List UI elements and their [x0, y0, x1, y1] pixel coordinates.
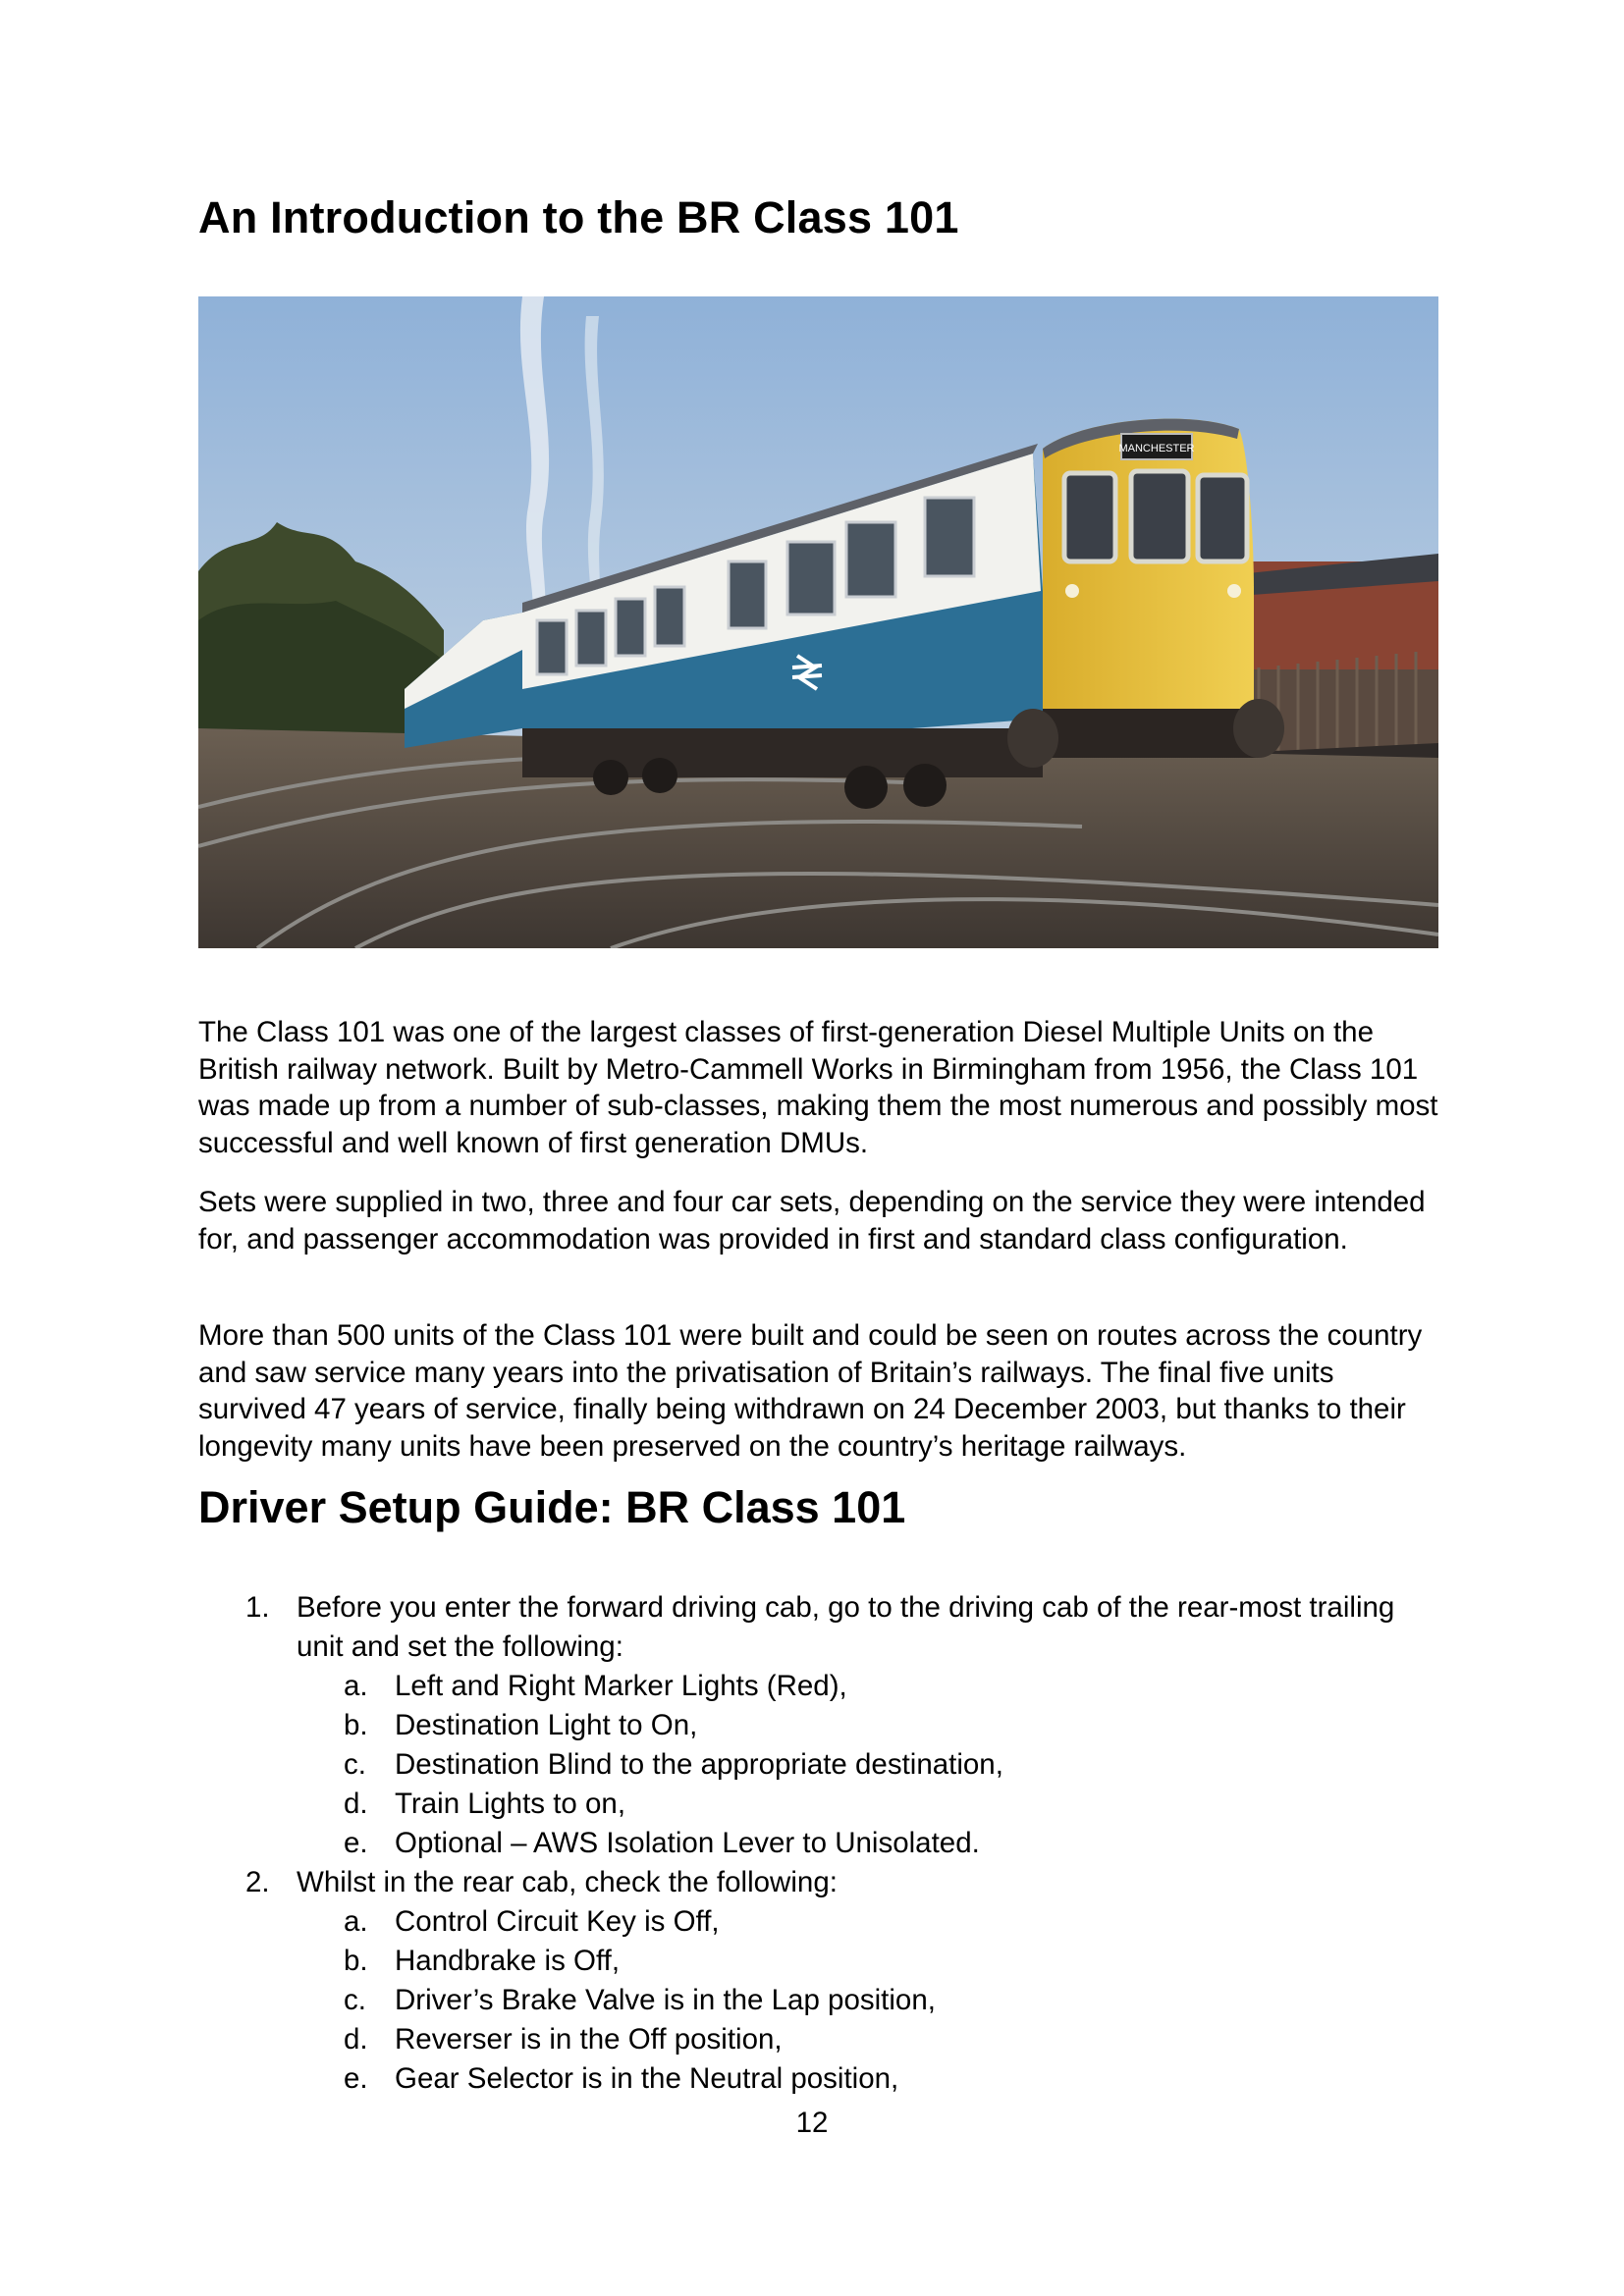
- substep-item: [198, 1667, 1445, 1706]
- train-photo: [198, 296, 1438, 948]
- substep-letter: c.: [344, 1984, 366, 2016]
- substep-text: Driver’s Brake Valve is in the Lap position,: [395, 1984, 936, 2016]
- intro-paragraph-1: The Class 101 was one of the largest classes of first-generation Diesel Multiple Units on the British railway network. Built by Metro-Cammell Works in Birmingham from 1956, the Class 101 was made up from a number of sub-classes, making them the most numerous and possibly most successful and well known of first generation DMUs.: [198, 1016, 1438, 1159]
- step-text: Whilst in the rear cab, check the following:: [297, 1866, 838, 1898]
- step-number: 2.: [245, 1866, 270, 1898]
- substep-text: Train Lights to on,: [395, 1788, 626, 1820]
- substep-text: Control Circuit Key is Off,: [395, 1905, 720, 1938]
- step-item: [198, 1588, 1445, 1667]
- substep-letter: e.: [344, 1827, 368, 1859]
- substep-item: [198, 1745, 1445, 1785]
- step-item: [198, 1863, 1445, 1902]
- substep-item: [198, 1824, 1445, 1863]
- intro-paragraph-3: More than 500 units of the Class 101 were built and could be seen on routes across the country and saw service many years into the privatisation of Britain’s railways. The final five units survived 47 years of service, finally being withdrawn on 24 December 2003, but thanks to their longevity many units have been preserved on the country’s heritage railways.: [198, 1319, 1423, 1463]
- substep-text: Left and Right Marker Lights (Red),: [395, 1670, 847, 1702]
- substep-item: [198, 1942, 1445, 1981]
- substep-item: [198, 2059, 1445, 2099]
- substep-letter: d.: [344, 1788, 368, 1820]
- substep-item: [198, 1785, 1445, 1824]
- page-number: 12: [795, 2107, 829, 2139]
- intro-paragraph-2: Sets were supplied in two, three and four car sets, depending on the service they were intended for, and passenger accommodation was provided in first and standard class configuration.: [198, 1186, 1426, 1255]
- page-title: An Introduction to the BR Class 101: [198, 192, 959, 242]
- substep-letter: e.: [344, 2062, 368, 2095]
- substep-letter: a.: [344, 1670, 368, 1702]
- substep-letter: b.: [344, 1709, 368, 1741]
- step-number: 1.: [245, 1591, 270, 1624]
- step-text: Before you enter the forward driving cab, go to the driving cab of the rear-most trailing unit and set the following:: [297, 1591, 1395, 1663]
- substep-item: [198, 2020, 1445, 2059]
- substep-letter: c.: [344, 1748, 366, 1781]
- destination-blind-text: MANCHESTER: [1118, 443, 1195, 454]
- substep-text: Reverser is in the Off position,: [395, 2023, 783, 2056]
- substep-text: Destination Blind to the appropriate destination,: [395, 1748, 1003, 1781]
- setup-steps-list: [198, 1588, 1445, 2099]
- substep-letter: b.: [344, 1945, 368, 1977]
- substep-item: [198, 1981, 1445, 2020]
- substep-letter: d.: [344, 2023, 368, 2056]
- substep-item: [198, 1706, 1445, 1745]
- substep-item: [198, 1902, 1445, 1942]
- substep-letter: a.: [344, 1905, 368, 1938]
- substep-text: Optional – AWS Isolation Lever to Unisolated.: [395, 1827, 980, 1859]
- train-illustration: [198, 296, 1438, 948]
- section-heading: Driver Setup Guide: BR Class 101: [198, 1482, 906, 1532]
- substep-text: Destination Light to On,: [395, 1709, 698, 1741]
- substep-text: Gear Selector is in the Neutral position,: [395, 2062, 899, 2095]
- substep-text: Handbrake is Off,: [395, 1945, 621, 1977]
